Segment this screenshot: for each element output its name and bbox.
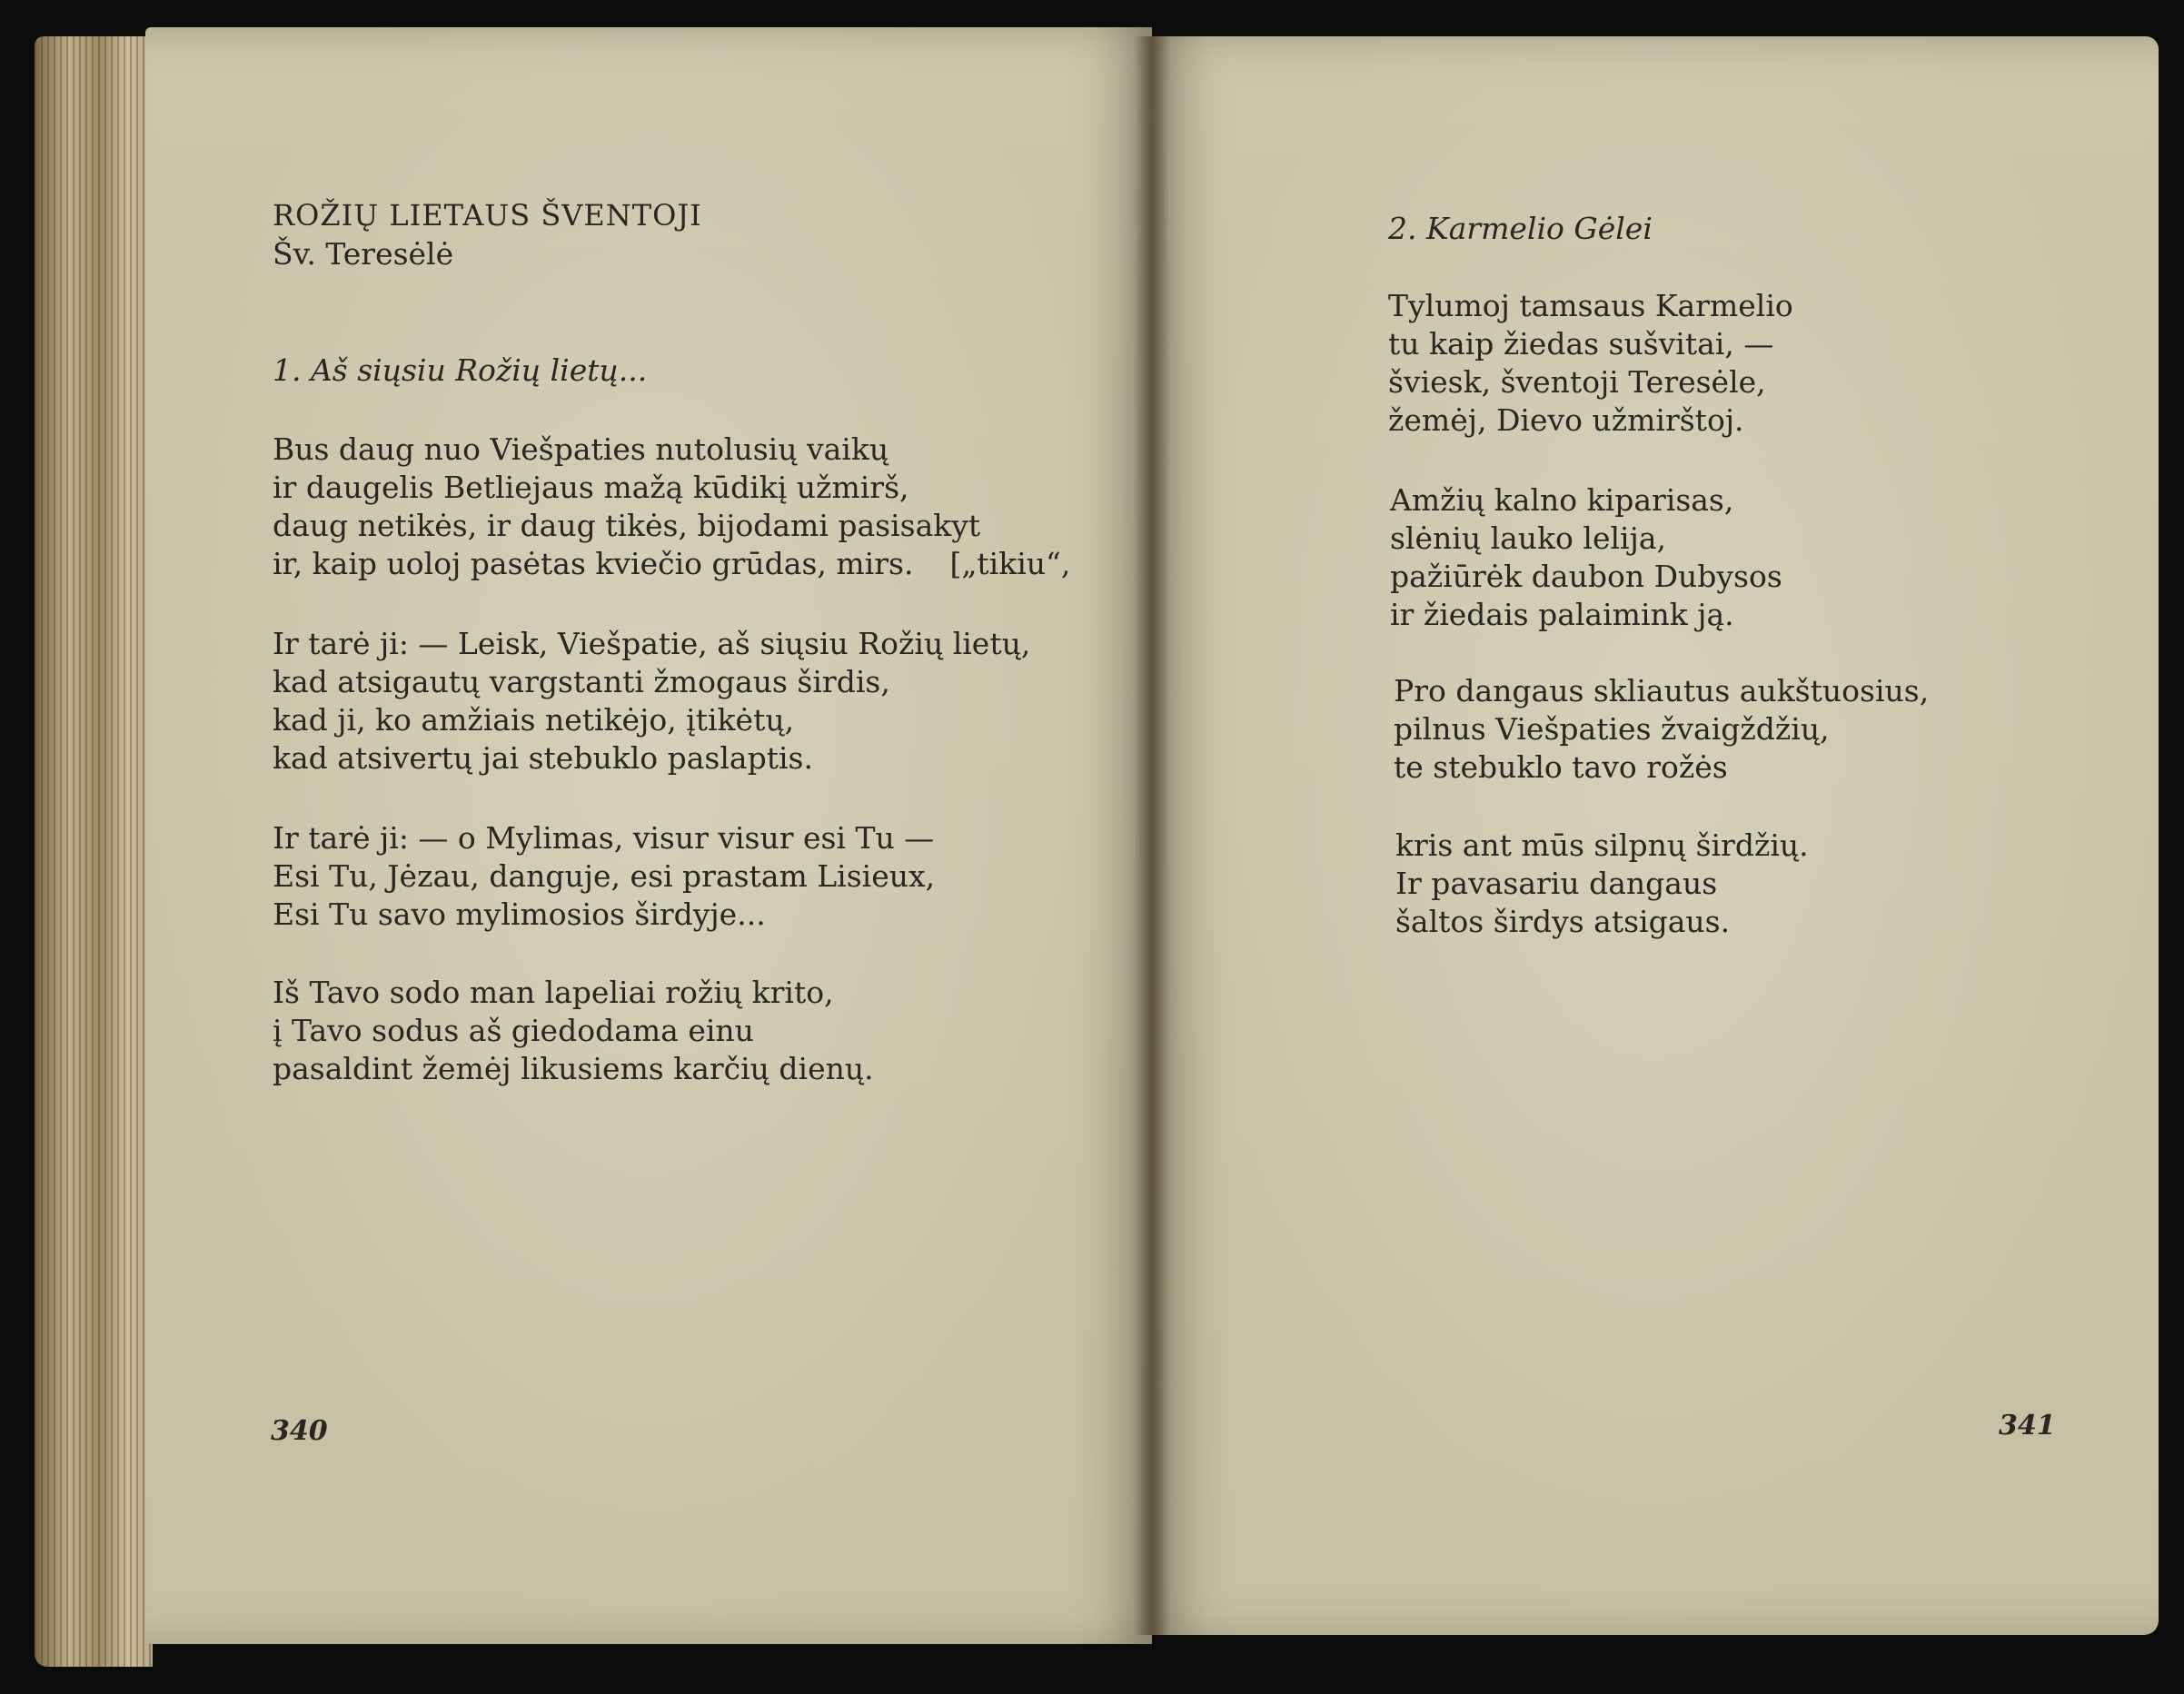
verse-line: pasaldint žemėj likusiems karčių dienų. [273, 1051, 874, 1086]
left-stanza-4 [273, 974, 874, 1088]
verse-line: kad ji, ko amžiais netikėjo, įtikėtų, [273, 702, 795, 738]
verse-line: te stebuklo tavo rožės [1394, 749, 1728, 785]
verse-line: Ir tarė ji: — Leisk, Viešpatie, aš siųsiu Rožių lietų, [273, 626, 1031, 661]
section-heading-left: 1. Aš siųsiu Rožių lietų... [273, 352, 648, 388]
page-number-left: 340 [271, 1415, 328, 1447]
poem-title: ROŽIŲ LIETAUS ŠVENTOJI [273, 198, 702, 233]
verse-line: Ir pavasariu dangaus [1395, 866, 1718, 901]
verse-line: šaltos širdys atsigaus. [1395, 904, 1731, 939]
verse-line: Ir tarė ji: — o Mylimas, visur visur esi Tu — [273, 820, 935, 856]
verse-line: kad atsivertų jai stebuklo paslaptis. [273, 740, 813, 776]
verse-line: Iš Tavo sodo man lapeliai rožių krito, [273, 975, 834, 1010]
verse-line: Esi Tu, Jėzau, danguje, esi prastam Lisieux, [273, 858, 936, 894]
left-stanza-1 [273, 431, 1070, 583]
verse-line: slėnių lauko lelija, [1390, 520, 1666, 556]
verse-line: pažiūrėk daubon Dubysos [1390, 559, 1782, 594]
verse-line: į Tavo sodus aš giedodama einu [273, 1013, 754, 1048]
right-stanza-3 [1394, 672, 1929, 787]
carry-over-word: [„tikiu“, [949, 546, 1071, 581]
book-gutter [1134, 36, 1170, 1635]
verse-line: kad atsigautų vargstanti žmogaus širdis, [273, 664, 890, 699]
verse-line: Esi Tu savo mylimosios širdyje... [273, 897, 766, 932]
verse-line: Pro dangaus skliautus aukštuosius, [1394, 673, 1930, 708]
page-number-right: 341 [1999, 1410, 2056, 1441]
right-stanza-4 [1395, 827, 1809, 941]
verse-line-text: ir, kaip uoloj pasėtas kviečio grūdas, mirs. [273, 546, 914, 581]
verse-line: Amžių kalno kiparisas, [1390, 482, 1734, 518]
verse-line [273, 507, 1054, 545]
verse-line: Tylumoj tamsaus Karmelio [1388, 288, 1793, 323]
verse-line: tu kaip žiedas sušvitai, — [1388, 326, 1774, 362]
verse-line: kris ant mūs silpnų širdžių. [1395, 827, 1809, 863]
page-block-edges [35, 36, 153, 1667]
verse-line: pilnus Viešpaties žvaigždžių, [1394, 711, 1830, 747]
verse-line: ir žiedais palaimink ją. [1390, 597, 1734, 632]
verse-line: žemėj, Dievo užmirštoj. [1388, 402, 1744, 438]
verse-line-text: daug netikės, ir daug tikės, bijodami pasisakyt [273, 508, 981, 543]
verse-line: Bus daug nuo Viešpaties nutolusių vaikų [273, 431, 889, 467]
right-stanza-2 [1390, 481, 1782, 634]
poem-subtitle: Šv. Teresėlė [273, 236, 454, 272]
verse-line: ir daugelis Betliejaus mažą kūdikį užmirš, [273, 470, 909, 505]
verse-line: šviesk, šventoji Teresėle, [1388, 364, 1766, 400]
right-stanza-1 [1388, 287, 1793, 440]
left-stanza-2 [273, 625, 1030, 778]
section-heading-right: 2. Karmelio Gėlei [1388, 211, 1653, 246]
verse-line [273, 545, 1070, 583]
left-stanza-3 [273, 819, 935, 934]
